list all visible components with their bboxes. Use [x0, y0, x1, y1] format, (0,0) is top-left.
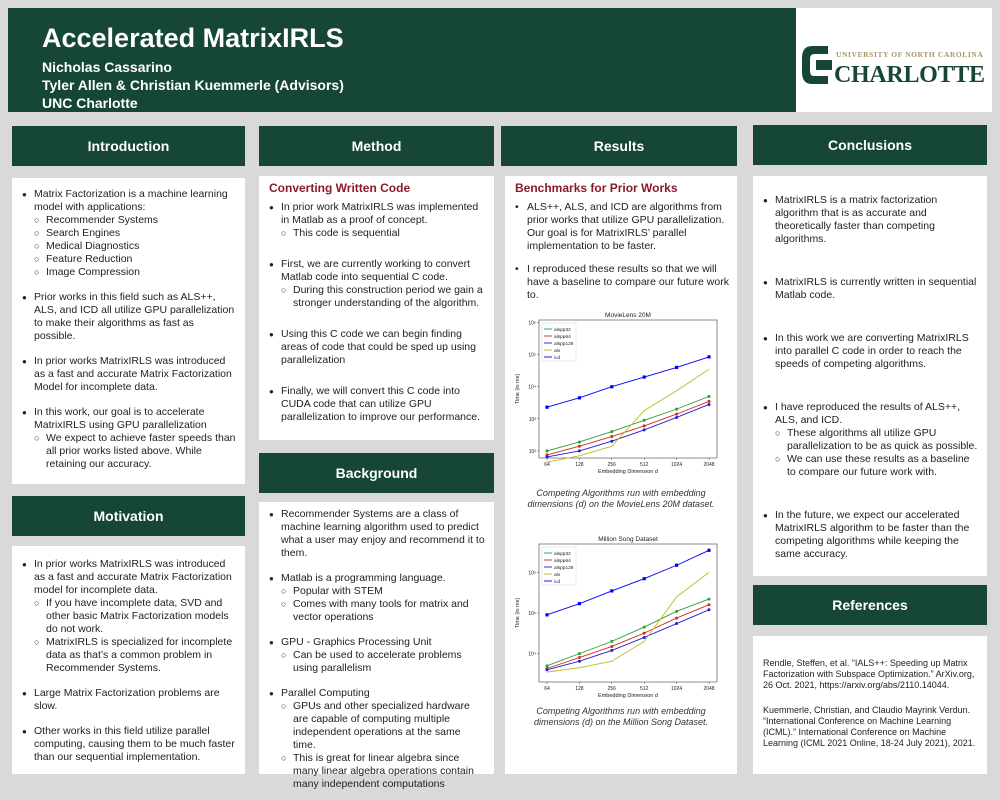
data-point [546, 449, 549, 452]
introduction-banner [12, 126, 245, 166]
y-tick-label: 10⁶ [528, 320, 536, 327]
movielens-caption: Competing Algorithms run with embedding dimensions (d) on the MovieLens 20M dataset. [527, 488, 715, 509]
motivation-banner [12, 496, 245, 536]
author-name: Nicholas Cassarino [42, 59, 172, 75]
results-panel [505, 176, 737, 774]
reference-item: Rendle, Steffen, et al. “IALS++: Speeding up Matrix Factorization with Subspace Optimization.” ArXiv.org, 26 Oct. 2021, https://arxiv.org/abs/2110.14044. [763, 658, 975, 690]
data-point [675, 416, 678, 419]
data-point [578, 445, 581, 448]
results-subheading: Benchmarks for Prior Works [515, 181, 678, 195]
x-tick-label: 128 [575, 462, 584, 468]
series-line-icd [547, 357, 709, 407]
x-tick-label: 256 [607, 462, 616, 468]
data-point [610, 385, 613, 388]
data-point [708, 598, 711, 601]
million-song-chart [511, 532, 723, 714]
list-item: • ALS++, ALS, and ICD are algorithms from prior works that utilize GPU parallelization. Our goal is for MatrixIRLS’ parallel implementation to be faster. [515, 201, 729, 253]
data-point [610, 645, 613, 648]
list-item: ● In the future, we expect our accelerated MatrixIRLS algorithm to be faster than the competing algorithms while keeping the same accuracy. [763, 509, 979, 561]
sub-item: ○ These algorithms all utilize GPU parallelization to be as quick as possible. [775, 427, 979, 453]
sub-item: ○ Popular with STEM [281, 585, 486, 598]
data-point [675, 564, 678, 567]
y-tick-label: 10³ [528, 416, 536, 423]
x-tick-label: 2048 [703, 686, 715, 692]
legend-label: als [554, 572, 561, 578]
data-point [708, 603, 711, 606]
y-tick-label: 10⁴ [528, 384, 536, 391]
data-point [643, 636, 646, 639]
sub-item: ○ This is great for linear algebra since many linear algebra operations contain many independent computations [281, 752, 486, 791]
y-axis-label: Time (in ms) [515, 597, 521, 629]
list-item: ● First, we are currently working to convert Matlab code into sequential C code. ○ During this construction period we gain a stronger understanding of the algorithm. [269, 258, 486, 310]
method-subheading: Converting Written Code [269, 181, 411, 195]
data-point [546, 455, 549, 458]
data-point [545, 406, 548, 409]
data-point [643, 632, 646, 635]
poster-title: Accelerated MatrixIRLS [42, 23, 344, 53]
data-point [578, 440, 581, 443]
million-song-caption: Competing Algorithms run with embedding dimensions (d) on the Million Song Dataset. [533, 706, 709, 727]
x-axis-label: Embedding Dimension d [598, 469, 658, 475]
poster-header [8, 8, 796, 112]
legend-label: alspp64 [554, 334, 571, 340]
list-item: ● In prior works MatrixIRLS was introduced as a fast and accurate Matrix Factorization Model for incomplete data. [22, 355, 237, 394]
movielens-chart [511, 308, 723, 490]
data-point [675, 622, 678, 625]
data-point [675, 610, 678, 613]
data-point [610, 640, 613, 643]
sub-item: ○ If you have incomplete data, SVD and other basic Matrix Factorization models do not work. [34, 597, 237, 636]
data-point [578, 652, 581, 655]
university-logo [796, 8, 992, 112]
list-item: ● Matlab is a programming language. ○ Popular with STEM ○ Comes with many tools for matrix and vector operations [269, 572, 486, 624]
chart-title: MovieLens 20M [605, 312, 651, 319]
sub-item: ○ During this construction period we gain a stronger understanding of the algorithm. [281, 284, 486, 310]
results-title: Results [593, 138, 645, 154]
advisors: Tyler Allen & Christian Kuemmerle (Advisors) [42, 77, 344, 93]
data-point [708, 608, 711, 611]
background-title: Background [335, 465, 418, 481]
series-line-alspp128 [547, 404, 709, 456]
method-banner [259, 126, 494, 166]
list-item: ● Finally, we will convert this C code into CUDA code that can utilize GPU parallelization to improve our performance. [269, 385, 486, 424]
data-point [643, 428, 646, 431]
sub-item: ○ Comes with many tools for matrix and vector operations [281, 598, 486, 624]
method-title: Method [351, 138, 402, 154]
data-point [708, 400, 711, 403]
background-panel [259, 502, 494, 790]
list-item: ● Large Matrix Factorization problems are slow. [22, 687, 237, 713]
data-point [643, 577, 646, 580]
crown-c-emblem-icon [798, 40, 834, 90]
data-point [610, 649, 613, 652]
conclusions-panel [753, 176, 987, 576]
legend-label: icd [554, 355, 561, 361]
sub-item: ○ Image Compression [34, 266, 237, 279]
data-point [708, 403, 711, 406]
references-banner [753, 585, 987, 625]
reference-item: Kuemmerle, Christian, and Claudio Mayrink Verdun. “International Conference on Machine Learning (ICML).” International Conference on Machine Learning (ICML 2021 Online, 18-24 July 2021), 2021. [763, 705, 976, 748]
data-point [643, 424, 646, 427]
x-tick-label: 256 [607, 686, 616, 692]
series-line-alspp64 [547, 605, 709, 669]
list-item: ● Parallel Computing ○ GPUs and other specialized hardware are capable of computing multiple independent operations at the same time. ○ This is great for linear algebra since many linear algebra operations contain many independent computations [269, 687, 486, 791]
list-item: ● Other works in this field utilize parallel computing, causing them to be much faster than our sequential implementation. [22, 725, 237, 764]
conclusions-title: Conclusions [827, 137, 912, 153]
data-point [578, 660, 581, 663]
legend-label: icd [554, 579, 561, 585]
y-tick-label: 10⁴ [528, 651, 536, 658]
movielens-chart-svg [511, 308, 723, 486]
legend-label: alspp32 [554, 551, 571, 557]
method-panel [259, 176, 494, 440]
data-point [643, 375, 646, 378]
sub-item: ○ Medical Diagnostics [34, 240, 237, 253]
logo-university-text: UNIVERSITY OF NORTH CAROLINA [836, 50, 984, 59]
list-item: ● Prior works in this field such as ALS++, ALS, and ICD all utilize GPU parallelization to make their algorithms as fast as possible. [22, 291, 237, 343]
list-item: ● In prior works MatrixIRLS was introduced as a fast and accurate Matrix Factorization model for incomplete data. ○ If you have incomplete data, SVD and other basic Matrix Factorization models do not work. ○ MatrixIRLS is specialized for incomplete data as that’s a common problem in Recommender Systems. [22, 558, 237, 675]
legend-label: alspp32 [554, 327, 571, 333]
x-tick-label: 1024 [671, 462, 683, 468]
chart-title: Million Song Dataset [598, 536, 658, 543]
data-point [578, 449, 581, 452]
x-tick-label: 512 [640, 462, 649, 468]
sub-item: ○ We can use these results as a baseline to compare our future work with. [775, 453, 979, 479]
legend [542, 323, 576, 361]
y-tick-label: 10⁵ [528, 611, 536, 617]
series-line-alspp32 [547, 396, 709, 451]
list-item: ● I have reproduced the results of ALS++, ALS, and ICD. ○ These algorithms all utilize GPU parallelization to be as quick as possible. ○ We can use these results as a baseline to compare our future work with. [763, 401, 979, 479]
data-point [643, 626, 646, 629]
data-point [546, 664, 549, 667]
sub-item: ○ This code is sequential [281, 227, 486, 240]
data-point [610, 440, 613, 443]
list-item: ● Matrix Factorization is a machine learning model with applications: ○ Recommender Systems ○ Search Engines ○ Medical Diagnostics ○ Feature Reduction ○ Image Compression [22, 188, 237, 279]
y-tick-label: 10² [528, 448, 536, 455]
x-tick-label: 512 [640, 686, 649, 692]
data-point [545, 613, 548, 616]
data-point [707, 355, 710, 358]
data-point [610, 589, 613, 592]
background-banner [259, 453, 494, 493]
data-point [610, 435, 613, 438]
x-tick-label: 2048 [703, 462, 715, 468]
legend-label: als [554, 348, 561, 354]
legend-label: alspp128 [554, 565, 574, 571]
list-item: ● MatrixIRLS is currently written in sequential Matlab code. [763, 276, 979, 302]
x-axis-label: Embedding Dimension d [598, 693, 658, 699]
data-point [546, 668, 549, 671]
introduction-panel [12, 178, 245, 484]
data-point [675, 366, 678, 369]
affiliation: UNC Charlotte [42, 95, 138, 111]
list-item: ● Recommender Systems are a class of machine learning algorithm used to predict what a user may enjoy and recommend it to them. [269, 508, 486, 560]
list-item: ● Using this C code we can begin finding areas of code that could be sped up using parallelization [269, 328, 486, 367]
x-tick-label: 64 [544, 462, 550, 468]
legend [542, 547, 576, 585]
y-tick-label: 10⁵ [528, 352, 536, 359]
sub-item: ○ We expect to achieve faster speeds than all prior works listed above. While retaining our accuracy. [34, 432, 237, 471]
sub-item: ○ GPUs and other specialized hardware are capable of computing multiple independent operations at the same time. [281, 700, 486, 752]
data-point [675, 408, 678, 411]
x-tick-label: 128 [575, 686, 584, 692]
sub-item: ○ Feature Reduction [34, 253, 237, 266]
references-panel [753, 636, 987, 774]
introduction-title: Introduction [87, 138, 170, 154]
data-point [708, 395, 711, 398]
list-item: ● In this work we are converting MatrixIRLS into parallel C code in order to reach the speeds of competing algorithms. [763, 332, 979, 371]
data-point [675, 617, 678, 620]
logo-charlotte-text: CHARLOTTE [834, 62, 985, 88]
y-axis-label: Time (in ms) [515, 373, 521, 405]
motivation-panel [12, 546, 245, 774]
data-point [578, 656, 581, 659]
x-tick-label: 1024 [671, 686, 683, 692]
data-point [578, 396, 581, 399]
legend-label: alspp64 [554, 558, 571, 564]
legend-label: alspp128 [554, 341, 574, 347]
motivation-title: Motivation [93, 508, 164, 524]
data-point [610, 430, 613, 433]
list-item: ● MatrixIRLS is a matrix factorization algorithm that is as accurate and theoretically faster than competing algorithms. [763, 194, 979, 246]
data-point [707, 549, 710, 552]
conclusions-banner [753, 125, 987, 165]
data-point [643, 419, 646, 422]
million-song-chart-svg [511, 532, 723, 710]
sub-item: ○ MatrixIRLS is specialized for incomplete data as that’s a common problem in Recommender Systems. [34, 636, 237, 675]
data-point [675, 413, 678, 416]
x-tick-label: 64 [544, 686, 550, 692]
list-item: ● In this work, our goal is to accelerate MatrixIRLS using GPU parallelization ○ We expect to achieve faster speeds than all prior works listed above. While retaining our accuracy. [22, 406, 237, 471]
results-banner [501, 126, 737, 166]
y-tick-label: 10⁶ [528, 570, 536, 577]
sub-item: ○ Recommender Systems [34, 214, 237, 227]
sub-item: ○ Search Engines [34, 227, 237, 240]
list-item: • I reproduced these results so that we will have a baseline to compare our future work to. [515, 263, 729, 302]
list-item: ● In prior work MatrixIRLS was implemented in Matlab as a proof of concept. ○ This code is sequential [269, 201, 486, 240]
sub-item: ○ Can be used to accelerate problems using parallelism [281, 649, 486, 675]
references-title: References [832, 597, 908, 613]
list-item: ● GPU - Graphics Processing Unit ○ Can be used to accelerate problems using parallelism [269, 636, 486, 675]
data-point [578, 602, 581, 605]
series-line-als [547, 572, 709, 672]
series-line-alspp32 [547, 599, 709, 666]
